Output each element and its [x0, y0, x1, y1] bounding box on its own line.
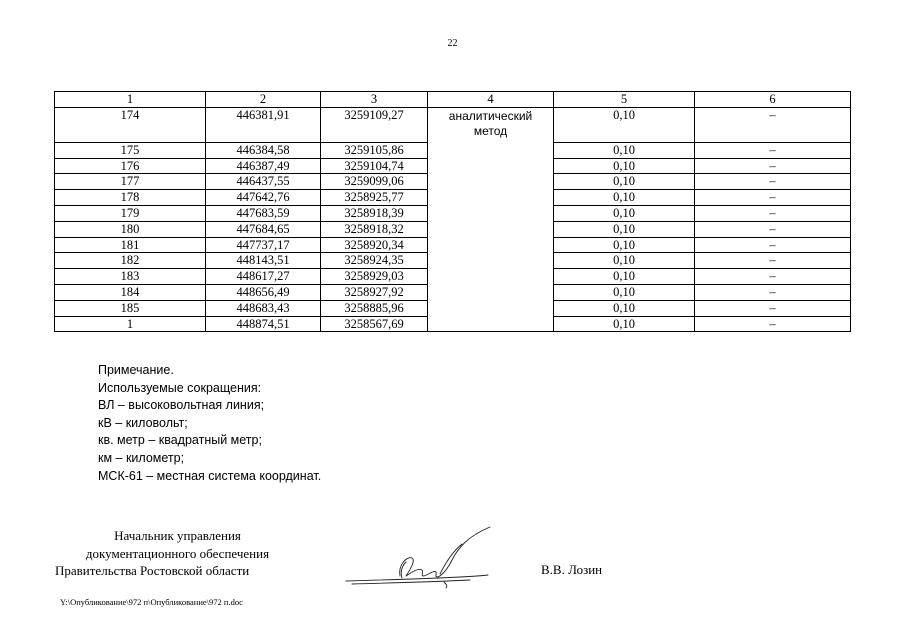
note-item: кВ – киловольт; [98, 415, 188, 430]
table-header-row [55, 92, 851, 108]
column-header: 6 [695, 92, 851, 108]
note-title: Примечание. [98, 363, 174, 377]
note-cell: – [695, 221, 851, 237]
x-coordinate-cell: 446437,55 [206, 174, 321, 190]
precision-cell: 0,10 [554, 316, 695, 332]
x-coordinate-cell: 448656,49 [206, 284, 321, 300]
precision-cell: 0,10 [554, 237, 695, 253]
y-coordinate-cell: 3258925,77 [321, 190, 428, 206]
precision-cell: 0,10 [554, 174, 695, 190]
x-coordinate-cell: 447737,17 [206, 237, 321, 253]
note-cell: – [695, 300, 851, 316]
precision-cell: 0,10 [554, 284, 695, 300]
note-item: кв. метр – квадратный метр; [98, 433, 262, 448]
signer-name: В.В. Лозин [541, 562, 603, 577]
precision-cell: 0,10 [554, 158, 695, 174]
precision-cell: 0,10 [554, 107, 695, 142]
note-cell: – [695, 284, 851, 300]
position-line: Начальник управления [114, 528, 241, 543]
precision-cell: 0,10 [554, 300, 695, 316]
y-coordinate-cell: 3258918,32 [321, 221, 428, 237]
column-header: 3 [321, 92, 428, 108]
position-line: документационного обеспечения [85, 545, 270, 561]
point-number-cell: 179 [55, 205, 206, 221]
note-cell: – [695, 107, 851, 142]
file-path: Y:\Опубликование\972 п\Опубликование\972 п.doc [60, 597, 243, 607]
precision-cell: 0,10 [554, 142, 695, 158]
note-cell: – [695, 253, 851, 269]
point-number-cell: 180 [55, 221, 206, 237]
precision-cell: 0,10 [554, 253, 695, 269]
method-cell [428, 107, 554, 332]
y-coordinate-cell: 3258567,69 [321, 316, 428, 332]
point-number-cell: 174 [55, 107, 206, 142]
method-line: аналитический [448, 108, 533, 123]
note-cell: – [695, 205, 851, 221]
note-cell: – [695, 142, 851, 158]
column-header: 4 [428, 92, 554, 108]
x-coordinate-cell: 447642,76 [206, 190, 321, 206]
y-coordinate-cell: 3259105,86 [321, 142, 428, 158]
handwritten-signature [340, 522, 500, 592]
y-coordinate-cell: 3259109,27 [321, 107, 428, 142]
precision-cell: 0,10 [554, 221, 695, 237]
method-line: метод [473, 123, 508, 138]
note-cell: – [695, 190, 851, 206]
page-number: 22 [447, 38, 458, 49]
x-coordinate-cell: 448683,43 [206, 300, 321, 316]
note-cell: – [695, 316, 851, 332]
point-number-cell: 178 [55, 190, 206, 206]
y-coordinate-cell: 3258885,96 [321, 300, 428, 316]
column-header: 2 [206, 92, 321, 108]
signatory-position [55, 527, 300, 580]
column-header: 5 [554, 92, 695, 108]
precision-cell: 0,10 [554, 269, 695, 285]
note-cell: – [695, 237, 851, 253]
point-number-cell: 183 [55, 269, 206, 285]
note-cell: – [695, 158, 851, 174]
x-coordinate-cell: 446384,58 [206, 142, 321, 158]
note-item: МСК-61 – местная система координат. [98, 468, 322, 483]
point-number-cell: 175 [55, 142, 206, 158]
note-item: км – километр; [98, 450, 185, 465]
x-coordinate-cell: 448143,51 [206, 253, 321, 269]
y-coordinate-cell: 3258920,34 [321, 237, 428, 253]
x-coordinate-cell: 446381,91 [206, 107, 321, 142]
column-header: 1 [55, 92, 206, 108]
x-coordinate-cell: 447683,59 [206, 205, 321, 221]
x-coordinate-cell: 448874,51 [206, 316, 321, 332]
note-cell: – [695, 269, 851, 285]
point-number-cell: 181 [55, 237, 206, 253]
y-coordinate-cell: 3259104,74 [321, 158, 428, 174]
abbreviations-note [98, 362, 321, 485]
note-subtitle: Используемые сокращения: [98, 380, 262, 395]
coordinates-table [54, 91, 851, 332]
y-coordinate-cell: 3258918,39 [321, 205, 428, 221]
position-line: Правительства Ростовской области [55, 563, 250, 578]
x-coordinate-cell: 448617,27 [206, 269, 321, 285]
point-number-cell: 176 [55, 158, 206, 174]
x-coordinate-cell: 446387,49 [206, 158, 321, 174]
table-row [55, 107, 851, 142]
y-coordinate-cell: 3259099,06 [321, 174, 428, 190]
note-cell: – [695, 174, 851, 190]
point-number-cell: 184 [55, 284, 206, 300]
point-number-cell: 1 [55, 316, 206, 332]
point-number-cell: 185 [55, 300, 206, 316]
precision-cell: 0,10 [554, 190, 695, 206]
x-coordinate-cell: 447684,65 [206, 221, 321, 237]
precision-cell: 0,10 [554, 205, 695, 221]
y-coordinate-cell: 3258927,92 [321, 284, 428, 300]
point-number-cell: 177 [55, 174, 206, 190]
note-item: ВЛ – высоковольтная линия; [98, 398, 265, 413]
y-coordinate-cell: 3258924,35 [321, 253, 428, 269]
point-number-cell: 182 [55, 253, 206, 269]
y-coordinate-cell: 3258929,03 [321, 269, 428, 285]
